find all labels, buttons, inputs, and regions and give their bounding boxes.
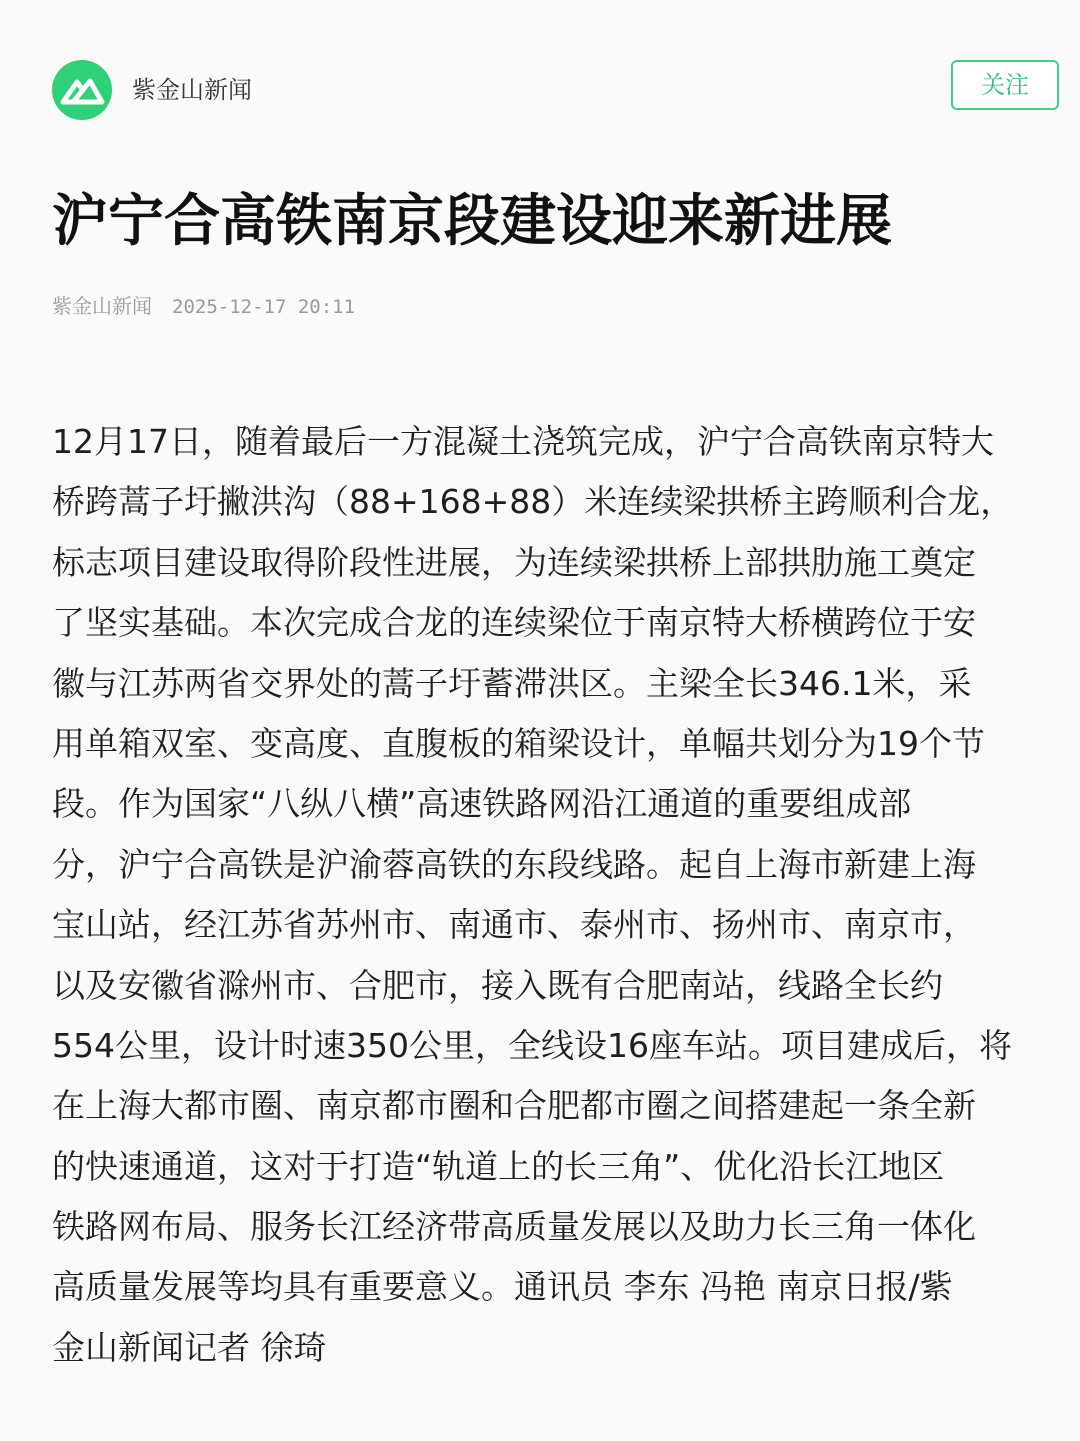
article-body-line: 高质量发展等均具有重要意义。通讯员 李东 冯艳 南京日报/紫 [52,1267,953,1307]
article-body-line: 的快速通道，这对于打造“轨道上的长三角”、优化沿长江地区 [52,1146,945,1186]
article-body-line: 标志项目建设取得阶段性进展，为连续梁拱桥上部拱肋施工奠定 [52,542,976,582]
article-body-line: 了坚实基础。本次完成合龙的连续梁位于南京特大桥横跨位于安 [52,603,976,643]
article-body-line: 段。作为国家“八纵八横”高速铁路网沿江通道的重要组成部 [52,784,912,824]
article-title: 沪宁合高铁南京段建设迎来新进展 [52,189,892,254]
article-body-line: 徽与江苏两省交界处的蒿子圩蓄滞洪区。主梁全长346.1米，采 [52,663,972,703]
article-body-line: 金山新闻记者 徐琦 [52,1327,327,1367]
follow-button[interactable]: 关注 [951,60,1059,110]
article-body-line: 用单箱双室、变高度、直腹板的箱梁设计，单幅共划分为19个节 [52,723,985,763]
article-meta [52,290,355,323]
article-body [52,412,1060,1378]
article-body-line: 铁路网布局、服务长江经济带高质量发展以及助力长三角一体化 [52,1207,976,1247]
article-header [0,0,1080,180]
article-body-line: 12月17日，随着最后一方混凝土浇筑完成，沪宁合高铁南京特大 [52,422,994,461]
meta-datetime: 2025-12-17 20:11 [172,296,356,318]
mountain-logo-icon[interactable] [52,60,112,120]
meta-source[interactable]: 紫金山新闻 [52,294,152,318]
article-body-line: 在上海大都市圈、南京都市圈和合肥都市圈之间搭建起一条全新 [52,1086,976,1126]
article-body-line: 以及安徽省滁州市、合肥市，接入既有合肥南站，线路全长约 [52,965,943,1005]
article-body-line: 宝山站，经江苏省苏州市、南通市、泰州市、扬州市、南京市， [52,905,976,945]
article-body-line: 分，沪宁合高铁是沪渝蓉高铁的东段线路。起自上海市新建上海 [52,844,976,884]
source-name[interactable]: 紫金山新闻 [132,76,252,104]
article-body-line: 桥跨蒿子圩撇洪沟（88+168+88）米连续梁拱桥主跨顺利合龙， [52,482,1014,522]
article-body-line: 554公里，设计时速350公里，全线设16座车站。项目建成后，将 [52,1025,1012,1065]
